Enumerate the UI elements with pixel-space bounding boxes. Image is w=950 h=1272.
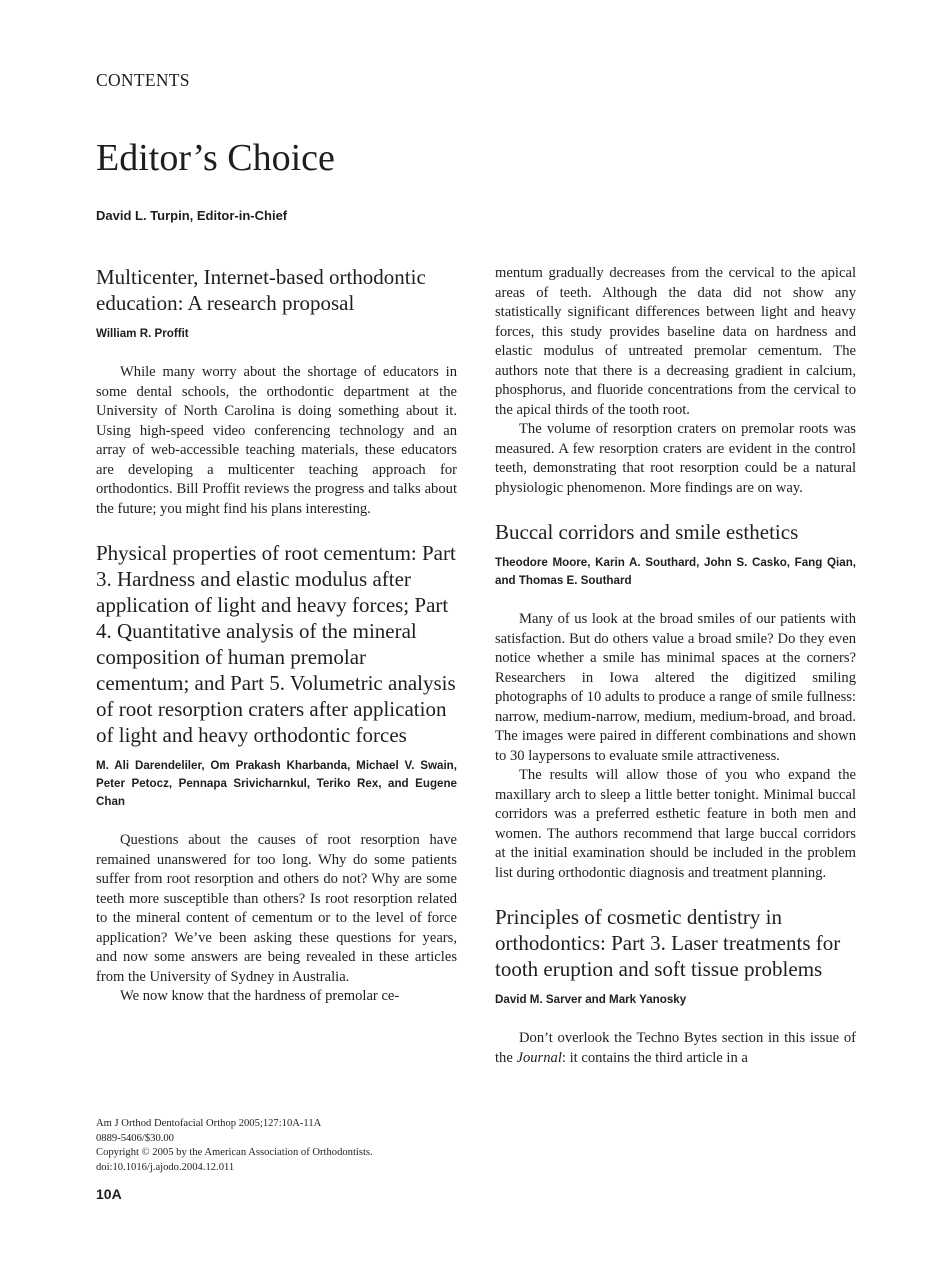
paragraph: mentum gradually decreases from the cervical to the apical areas of teeth. Although the data did not show any statistically significant differences between light and heavy forces, this study provides baseline data on hardness and elastic modulus of untreated premolar cementum. The authors note that there is a decreasing gradient in calcium, phosphorus, and fluoride concentrations from the cervical to the apical thirds of the tooth root. <box>495 265 856 418</box>
paragraph: The volume of resorption craters on premolar roots was measured. A few resorption craters are evident in the control teeth, demonstrating that root resorption could be a natural physiologic phenomenon. More findings are on way. <box>495 421 856 496</box>
paragraph-text: Don’t overlook the Techno Bytes section in this issue of the <box>495 1030 856 1066</box>
journal-name: Journal <box>516 1049 562 1066</box>
issn: 0889-5406/$30.00 <box>96 1132 174 1144</box>
article-root-cementum-continued <box>495 264 856 498</box>
article-body <box>495 610 856 883</box>
article-body <box>96 363 457 519</box>
article-authors: David M. Sarver and Mark Yanosky <box>495 993 687 1006</box>
article-cosmetic-dentistry <box>495 904 856 1068</box>
copyright: Copyright © 2005 by the American Association of Orthodontists. <box>96 1147 373 1158</box>
article-authors: Theodore Moore, Karin A. Southard, John S. Casko, Fang Qian, and Thomas E. Southard <box>495 556 856 587</box>
page-number: 10A <box>96 1186 122 1202</box>
section-label: CONTENTS <box>96 70 190 90</box>
paragraph: While many worry about the shortage of educators in some dental schools, the orthodontic department at the University of North Carolina is doing something about it. Using high-speed video conferencing technology and an array of web-accessible teaching materials, these educators are developing a multicenter teaching approach for orthodontics. Bill Proffit reviews the progress and talks about the future; you might find his plans interesting. <box>96 364 457 517</box>
article-body <box>495 264 856 498</box>
paragraph-text: : it contains the third article in a <box>561 1049 748 1066</box>
article-internet-education <box>96 264 457 519</box>
article-body <box>96 831 457 1007</box>
article-body <box>495 1029 856 1068</box>
left-column <box>96 264 457 1028</box>
article-root-cementum <box>96 540 457 1007</box>
paragraph: Many of us look at the broad smiles of our patients with satisfaction. But do others value a broad smile? Do they even notice whether a smile has minimal spaces at the corners? Researchers in Iowa altered the digitized smiling photographs of 10 adults to produce a range of smile fullness: narrow, medium-narrow, medium, medium-broad, and broad. The images were paired in different combinations and shown to 30 laypersons to evaluate smile attractiveness. <box>495 611 856 764</box>
citation-footnote <box>96 1117 373 1175</box>
paragraph: The results will allow those of you who expand the maxillary arch to sleep a little better tonight. Minimal buccal corridors was a preferred esthetic feature in both men and women. The authors recommend that large buccal corridors at the initial examination should be included in the problem list during orthodontic diagnosis and treatment planning. <box>495 767 856 881</box>
article-title: Multicenter, Internet-based orthodontic education: A research proposal <box>96 265 426 315</box>
article-authors: M. Ali Darendeliler, Om Prakash Kharbanda, Michael V. Swain, Peter Petocz, Pennapa Srivicharnkul, Teriko Rex, and Eugene Chan <box>96 759 457 808</box>
article-title: Principles of cosmetic dentistry in orthodontics: Part 3. Laser treatments for tooth eruption and soft tissue problems <box>495 905 841 981</box>
right-column <box>495 264 856 1089</box>
journal-citation: Am J Orthod Dentofacial Orthop 2005;127:10A-11A <box>96 1118 322 1129</box>
article-title: Buccal corridors and smile esthetics <box>495 520 799 544</box>
article-buccal-corridors <box>495 519 856 883</box>
editor-byline: David L. Turpin, Editor-in-Chief <box>96 208 288 223</box>
doi: doi:10.1016/j.ajodo.2004.12.011 <box>96 1161 235 1173</box>
paragraph <box>495 1029 856 1068</box>
paragraph: Questions about the causes of root resorption have remained unanswered for too long. Why do some patients suffer from root resorption and others do not? Why are some teeth more susceptible than others? Is root resorption related to the mineral content of cementum or to the level of force application? We’ve been asking these questions for years, and now some answers are being revealed in these articles from the University of Sydney in Australia. <box>96 832 457 985</box>
article-title: Physical properties of root cementum: Part 3. Hardness and elastic modulus after application of light and heavy forces; Part 4. Quantitative analysis of the mineral composition of human premolar cementum; and Part 5. Volumetric analysis of root resorption craters after application of light and heavy orthodontic forces <box>96 541 456 747</box>
page-title: Editor’s Choice <box>96 137 335 179</box>
paragraph: We now know that the hardness of premolar ce- <box>120 988 400 1004</box>
article-authors: William R. Proffit <box>96 327 189 340</box>
